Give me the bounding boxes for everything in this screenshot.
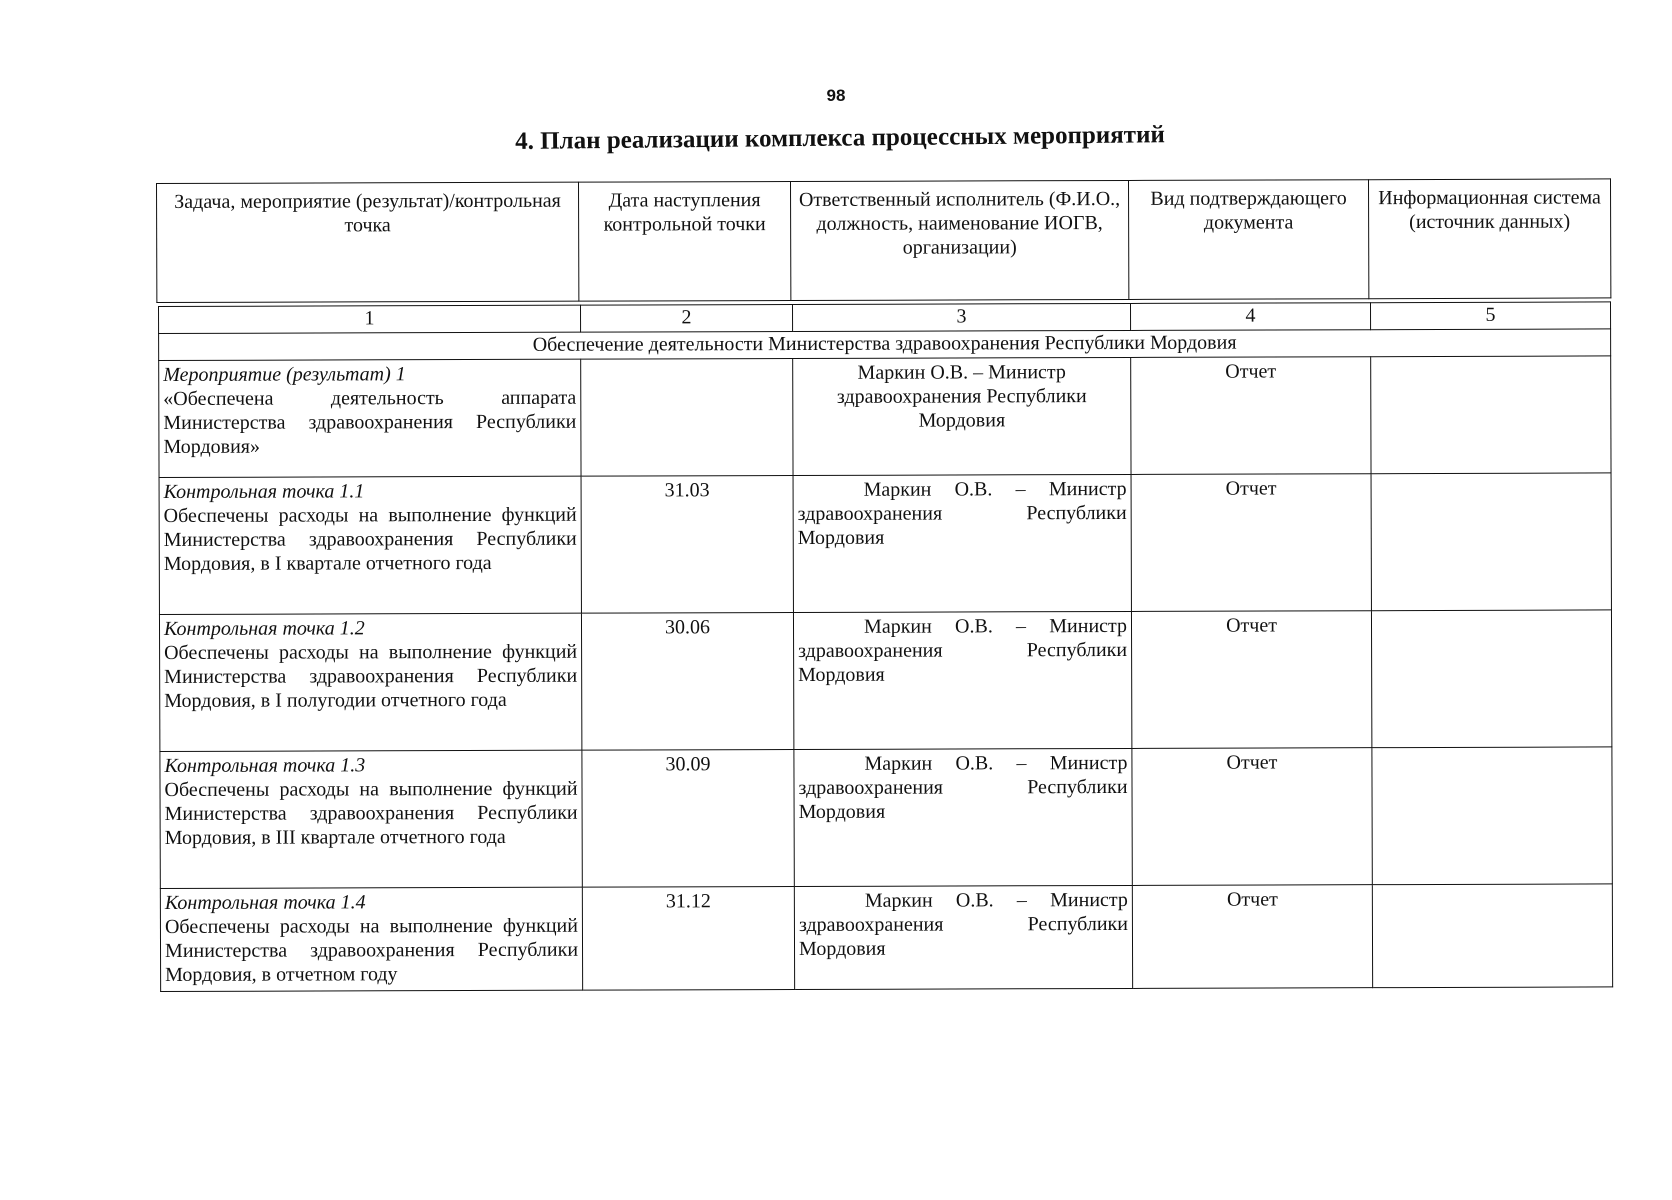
document-cell: Отчет: [1132, 748, 1372, 886]
task-label: Контрольная точка 1.3: [164, 754, 366, 777]
executor-cell: [793, 474, 1131, 612]
task-cell: [160, 887, 582, 991]
page-number: 98: [826, 86, 846, 105]
header-date: Дата наступления контрольной точки: [578, 182, 790, 302]
executor-text: Маркин О.В. – Министр здравоохранения Республики Мордовия: [798, 614, 1128, 686]
date-cell: 31.03: [581, 476, 793, 614]
column-number: 3: [792, 303, 1130, 331]
system-cell: [1371, 610, 1611, 748]
page-title: 4. План реализации комплекса процессных мероприятий: [515, 121, 1165, 155]
document-cell: Отчет: [1131, 474, 1371, 612]
table-row: [160, 747, 1612, 889]
task-cell: [159, 476, 581, 614]
table-row: [159, 473, 1611, 615]
header-system: Информационная система (источник данных): [1368, 179, 1610, 299]
task-label: Контрольная точка 1.1: [163, 480, 365, 503]
section-title: Обеспечение деятельности Министерства здравоохранения Республики Мордовия: [159, 329, 1611, 361]
system-cell: [1371, 473, 1611, 611]
table-row: [160, 884, 1612, 992]
column-number: 4: [1130, 303, 1370, 331]
table-row: [159, 356, 1611, 478]
date-cell: 31.12: [582, 887, 794, 991]
document-cell: Отчет: [1131, 357, 1371, 475]
task-text: Обеспечены расходы на выполнение функций Министерства здравоохранения Республики Мордовия, в отчетном году: [164, 914, 579, 986]
system-cell: [1372, 747, 1612, 885]
task-text: Обеспечены расходы на выполнение функций Министерства здравоохранения Республики Мордовия, в I квартале отчетного года: [163, 503, 577, 575]
column-number: 2: [580, 305, 792, 333]
header-row: [157, 179, 1611, 303]
task-label: Контрольная точка 1.4: [164, 891, 366, 914]
date-cell: [581, 359, 793, 477]
executor-text: Маркин О.В. – Министр здравоохранения Республики Мордовия: [797, 477, 1127, 549]
executor-cell: [794, 748, 1132, 886]
document-cell: Отчет: [1132, 885, 1372, 989]
header-executor: Ответственный исполнитель (Ф.И.О., должность, наименование ИОГВ, организации): [790, 180, 1128, 300]
executor-cell: [793, 611, 1131, 749]
header-table: [156, 178, 1611, 303]
system-cell: [1371, 356, 1611, 474]
task-label: Мероприятие (результат) 1: [163, 363, 406, 386]
table-row: [159, 610, 1611, 752]
document-cell: Отчет: [1131, 611, 1371, 749]
task-cell: [160, 750, 582, 888]
executor-text: Маркин О.В. – Министр здравоохранения Республики Мордовия: [798, 751, 1128, 823]
system-cell: [1372, 884, 1612, 988]
header-document: Вид подтверждающего документа: [1128, 180, 1368, 300]
column-number: 5: [1370, 302, 1610, 330]
header-task: Задача, мероприятие (результат)/контрольная точка: [157, 182, 579, 302]
task-text: Обеспечены расходы на выполнение функций Министерства здравоохранения Республики Мордовия, в III квартале отчетного года: [164, 777, 578, 849]
date-cell: 30.06: [581, 613, 793, 751]
executor-text: Маркин О.В. – Министр здравоохранения Республики Мордовия: [798, 888, 1128, 960]
date-cell: 30.09: [582, 750, 794, 888]
executor-cell: Маркин О.В. – Министр здравоохранения Республики Мордовия: [793, 357, 1131, 475]
task-cell: [159, 359, 581, 477]
task-text: Обеспечены расходы на выполнение функций Министерства здравоохранения Республики Мордовия, в I полугодии отчетного года: [164, 640, 578, 712]
body-table: [158, 301, 1613, 992]
task-text: «Обеспечена деятельность аппарата Министерства здравоохранения Республики Мордовия»: [163, 386, 577, 458]
task-label: Контрольная точка 1.2: [163, 617, 365, 640]
column-number: 1: [159, 305, 581, 333]
executor-cell: [794, 885, 1132, 989]
task-cell: [159, 613, 581, 751]
